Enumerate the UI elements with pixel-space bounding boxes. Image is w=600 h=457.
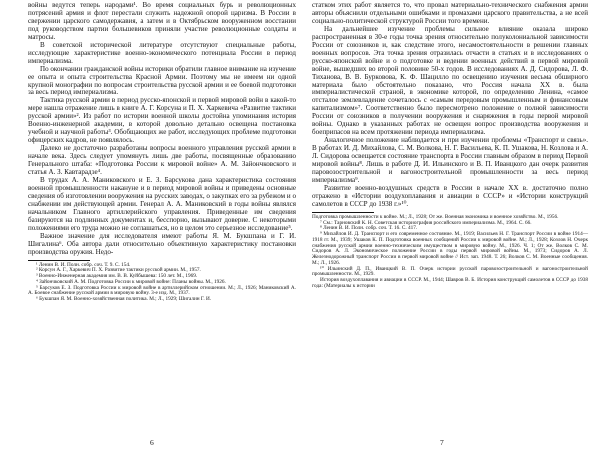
right-page-body: [312, 2, 588, 209]
left-page-column: [28, 2, 296, 303]
right-page-footnotes: [312, 215, 588, 290]
page-number: 6: [150, 438, 154, 447]
footnote: ¹⁰ Ильинский Д. П., Иванцкий В. П. Очерк истории русской паровозостроительной и вагоностроительной промышленности. М., 1929.: [312, 265, 588, 278]
right-page-column: [312, 2, 588, 290]
page-number: 7: [440, 438, 444, 447]
body-paragraph: По окончании гражданской войны историки обратили главное внимание на изучение ее опыта и опыта строительства Красной Армии. Поэтому мы не имеем ни одной крупной монографии по вопросам строительства русской армии и ее боевой подготовки за весь период империализма.: [28, 64, 296, 97]
body-paragraph: Аналогичное положение наблюдается и при изучении проблемы «Транспорт и связь». В работах И. Д. Михайлова, С. М. Волкова, Н. Г. Васильева, К. П. Ушакова, Н. Козлова и А. Л. Сидорова освещается состояние транспорта в России главным образом в период Первой мировой войны⁸. Лишь в работе Д. И. Ильинского и В. П. Иванцкого дан очерк развития паровозостроительной и вагоностроительной промышленности за весь период империализма⁹.: [312, 136, 588, 184]
body-paragraph: статком этих работ является то, что провал материально-технического снабжения армии авторы объяснили отдельными ошибками и промахами царского правительства, а не всей социально-политической структурой России того времени.: [312, 1, 588, 25]
footnote-divider: [312, 212, 374, 213]
footnote: История воздухоплавания и авиации в СССР. М., 1944; Шавров В. Б. История конструкций самолетов в СССР до 1938 года: (Материалы к истории: [312, 277, 588, 289]
body-paragraph: На дальнейшее изучение проблемы сильное влияние оказала широко распространенная в 30-е годы точка зрения относительно полуколониальной зависимости России от союзников и, как следствие этого, несамостоятельности в решении главных военных вопросов. Эта точка зрения отразилась отчасти в статьях и в исследованиях о русско-японской войне и о подготовке и ведении военных действий в первой мировой войне, вышедших во второй половине 50-х годов. В исследованиях А. Д. Сидорова, Л. Ф. Тиханова, В. В. Бурковова, К. Ф. Шацилло по освещению изучения весьма обширного материала было обстоятельно показано, что Россия начала XX в. была империалистической страной, в экономике которой, по определению Ленина, «самое отсталое землевладение сочеталось с «самым передовым промышленным и финансовым капитализмом»⁷. Соответственно было пересмотрено положение о полной зависимости России от союзников в получении вооружения и снаряжения в годы первой мировой войны. Однако в указанных работах не освещен вопрос производства вооружения и боеприпасов на всем протяжении периода империализма.: [312, 24, 588, 137]
body-paragraph: Тактика русской армии в период русско-японской и первой мировой войн в какой-то мере нашла отражение лишь в книге А. Г. Корсуна и П. Х. Харкевича «Развитие тактики русской армии»². Из работ по истории военной школы достойна упоминания история Военно-инженерной академии, в которой довольно детально освещена постановка учебной и научной работы³. Обобщающих же работ, исследующих проблеме подготовки офицерских кадров, не появлялось.: [28, 96, 296, 145]
footnote: ⁹ Михайлов И. Д. Транспорт и его современное состояние. М., 1919; Васильев Н. Г. Транспорт России в войне 1914—1918 гг. М., 1939; Ушаков К. П. Подготовка военных сообщений России к мировой войне. М.; Л., 1928; Козлов Н. Очерк снабжения русской армии военно-техническим имуществом в мировую войну. М., 1926. Ч. 1; От же. Волков С. М. Сидоров А. Л. Экономическое положение России в годы первой мировой войны. М., 1973; Сидоров А. Л. Железнодорожный транспорт России в первой мировой войне // Ист. зап. 1948. Т. 26; Волков С. М. Военные сообщения. М.; Л., 1926.: [312, 231, 588, 266]
body-paragraph: войны ведутся теперь народами¹. Во время социальных бурь и революционных потрясений армия и флот перестали служить надежной опорой царизма. В России в свержении царского самодержавия, а затем и в Октябрьском вооруженном восстании под руководством партии большевиков приняли участие революционные солдаты и матросы.: [28, 1, 296, 41]
footnote: ⁸ Ленин В. И. Полн. собр. соч. Т. 16. С. 417.: [320, 225, 418, 232]
body-paragraph: Важное значение для исследователя имеют работы Я. М. Букшпана и Г. И. Шигалина⁶. Оба автора дали относительно объективную характеристику постановки производства оружия. Недо-: [28, 231, 296, 256]
footnote: ³ Военно-Инженерная академия им. В. В. Куйбышева: 150 лет. М., 1969.: [36, 273, 198, 279]
body-paragraph: Далеко не достаточно разработаны вопросы военного управления русской армии в начале века. Здесь следует упомянуть лишь две работы, посвященные образованию Генерального штаба: «Подготовка России к мировой войне» А. М. Зайончковского и статья А. З. Кавтарадзе⁴.: [28, 144, 296, 177]
footnote: ² Корсун А. Г., Харкевич П. Х. Развитие тактики русской армии. М., 1957.: [36, 267, 201, 274]
body-paragraph: В советской исторической литературе отсутствуют специальные работы, исследующие характеристике военно-экономического потенциала России в период империализма.: [28, 40, 296, 65]
footnote-divider: [28, 260, 90, 261]
left-page-footnotes: [28, 263, 296, 303]
right-page: [300, 0, 600, 457]
footnote: ¹ Ленин В. И. Полн. собр. соч. Т. 9. С. 154.: [36, 261, 131, 268]
body-paragraph: Развитие военно-воздушных средств в России в начале XX в. достаточно полно отражено в «Истории воздухоплавания и авиации в СССР» и «Истории конструкций самолетов в СССР до 1938 г.»¹⁰.: [312, 183, 588, 208]
footnote: ⁴ Зайончковский А. М. Подготовка России к мировой войне: Планы войны. М., 1926.: [36, 278, 226, 285]
body-paragraph: В трудах А. А. Маниковского и Е. З. Барсукова дана характеристика состояния военной промышленности накануне и в период мировой войны и приведены основные сведения об изготовлении вооружения на русских заводах, о закупках его за рубежом и о снабжении им действующей армии. Генерал А. А. Маниковский в годы войны являлся начальником Главного артиллерийского управления. Приведенные им сведения базируются на подлинных документах и, бесспорно, вызывают доверие. С некоторыми положениями его труда можно не соглашаться, но в целом это серьезное исследование⁵.: [28, 175, 296, 232]
left-page-body: [28, 2, 296, 257]
footnote: ⁶ Букшпан Я. М. Военно-хозяйственная политика. М.; Л., 1929; Шигалин Г. И.: [36, 296, 212, 302]
footnote: Подготовка промышленности к войне. М.; Л., 1928; От же. Военная экономика и военное хозяйство. М., 1956.: [312, 213, 559, 220]
footnote: ⁵ Барсуков Е. З. Подготовка России к мировой войне в артиллерийском отношении. М.; Л., 1926; Маниковский А. А. Боевое снабжение русской армии в мировую войну. 3-е изд. М., 1937.: [28, 284, 296, 297]
footnote: ⁷ См.: Тарновский К. Н. Советская историография российского империализма. М., 1964. С. 66.: [320, 219, 532, 226]
